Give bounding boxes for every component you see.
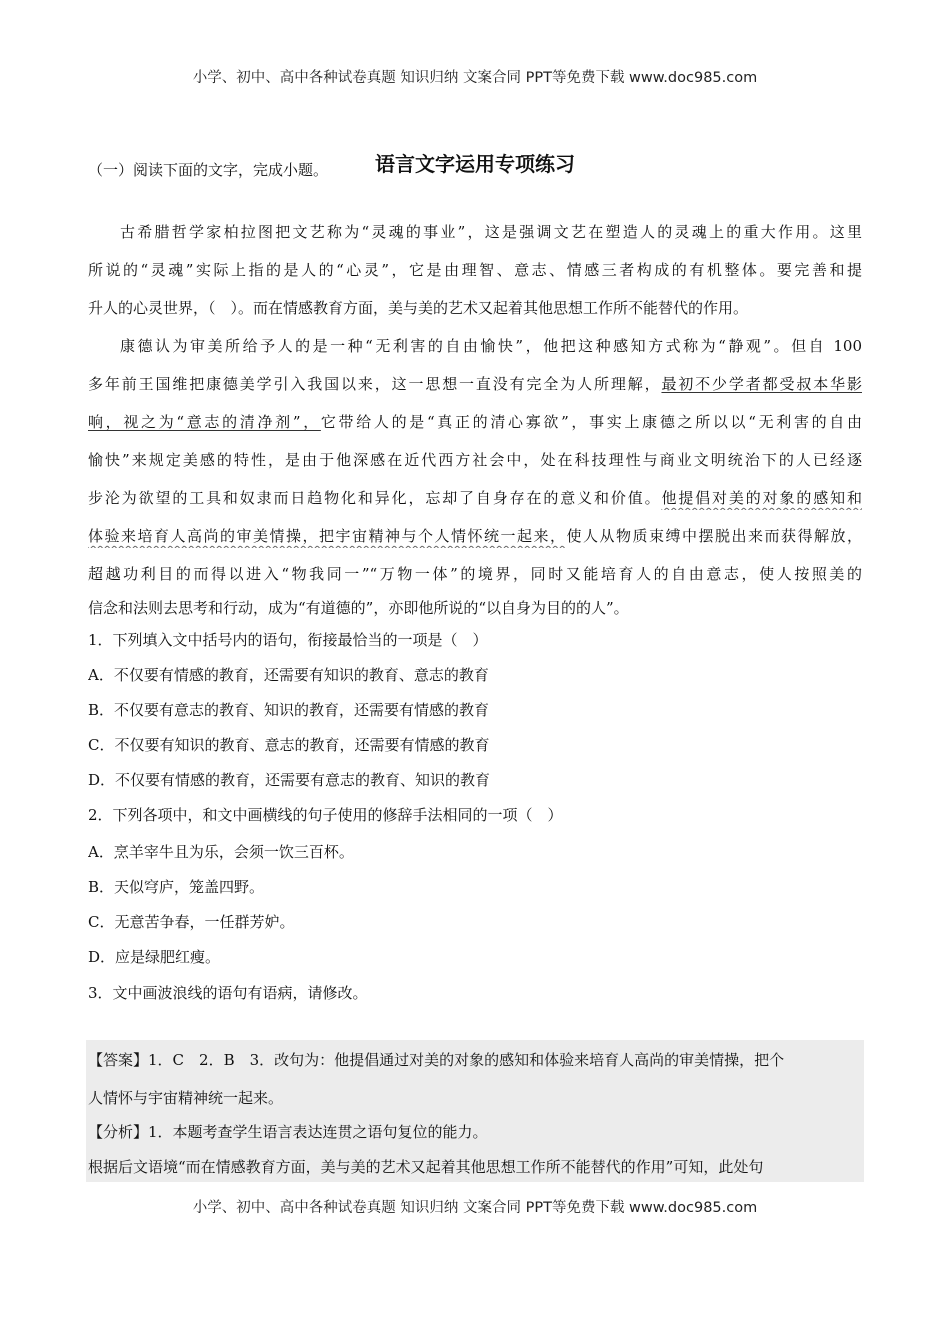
answer-line: 人情怀与宇宙精神统一起来。 bbox=[88, 1089, 284, 1107]
page-footer: 小学、初中、高中各种试卷真题 知识归纳 文案合同 PPT等免费下载 www.doc985.com bbox=[192, 1200, 758, 1216]
question-option: D．应是绿肥红瘦。 bbox=[88, 948, 221, 966]
analysis-line: 根据后文语境“而在情感教育方面，美与美的艺术又起着其他思想工作所不能替代的作用”可知，此处句 bbox=[88, 1158, 764, 1176]
passage-line: 古希腊哲学家柏拉图把文艺称为“灵魂的事业”，这是强调文艺在塑造人的灵魂上的重大作用。这里 bbox=[120, 223, 862, 241]
passage-line: 康德认为审美所给予人的是一种“无利害的自由愉快”，他把这种感知方式称为“静观”。但自 100 bbox=[120, 337, 862, 355]
passage-text: 使人从物质束缚中摆脱出来而获得解放， bbox=[566, 527, 862, 545]
page-header: 小学、初中、高中各种试卷真题 知识归纳 文案合同 PPT等免费下载 www.doc985.com bbox=[192, 70, 758, 86]
question-option: A．烹羊宰牛且为乐，会须一饮三百杯。 bbox=[88, 843, 354, 861]
underlined-sentence: 最初不少学者都受叔本华影 bbox=[661, 375, 862, 393]
question-stem: 3．文中画波浪线的语句有语病，请修改。 bbox=[88, 984, 368, 1002]
section-label: （一）阅读下面的文字，完成小题。 bbox=[88, 161, 329, 179]
question-option: D．不仅要有情感的教育，还需要有意志的教育、知识的教育 bbox=[88, 771, 491, 789]
passage-line bbox=[88, 486, 862, 510]
passage-text: 多年前王国维把康德美学引入我国以来，这一思想一直没有完全为人所理解， bbox=[88, 375, 662, 393]
answer-section bbox=[86, 1040, 864, 1182]
wavy-sentence: 体验来培育人高尚的审美情操，把宇宙精神与个人情怀统一起来， bbox=[88, 527, 567, 545]
passage-line: 愉快”来规定美感的特性，是由于他深感在近代西方社会中，处在科技理性与商业文明统治下的人已经逐 bbox=[88, 451, 862, 469]
question-stem: 2．下列各项中，和文中画横线的句子使用的修辞手法相同的一项（ ） bbox=[88, 806, 563, 824]
passage-line bbox=[88, 524, 862, 548]
analysis-line: 【分析】1．本题考查学生语言表达连贯之语句复位的能力。 bbox=[88, 1123, 488, 1141]
question-option: B．天似穹庐，笼盖四野。 bbox=[88, 878, 265, 896]
answer-line: 【答案】1．C 2．B 3．改句为：他提倡通过对美的对象的感知和体验来培育人高尚的审美情操，把个 bbox=[88, 1051, 785, 1069]
passage-text: 它带给人的是“真正的清心寡欲”，事实上康德之所以以“无利害的自由 bbox=[320, 413, 862, 431]
page-title: 语言文字运用专项练习 bbox=[375, 152, 575, 176]
passage-line: 所说的“灵魂”实际上指的是人的“心灵”，它是由理智、意志、情感三者构成的有机整体。要完善和提 bbox=[88, 261, 862, 279]
passage-line: 信念和法则去思考和行动，成为“有道德的”，亦即他所说的“以自身为目的的人”。 bbox=[88, 599, 629, 617]
passage-line bbox=[88, 372, 862, 396]
passage-text: 步沦为欲望的工具和奴隶而日趋物化和异化，忘却了自身存在的意义和价值。 bbox=[88, 489, 662, 507]
passage-line: 升人的心灵世界，（ ）。而在情感教育方面，美与美的艺术又起着其他思想工作所不能替代的作用。 bbox=[88, 299, 749, 317]
question-option: C．不仅要有知识的教育、意志的教育，还需要有情感的教育 bbox=[88, 736, 490, 754]
passage-line bbox=[88, 410, 862, 434]
question-option: C．无意苦争春，一任群芳妒。 bbox=[88, 913, 295, 931]
question-stem: 1．下列填入文中括号内的语句，衔接最恰当的一项是（ ） bbox=[88, 631, 488, 649]
passage-line: 超越功利目的而得以进入“物我同一”“万物一体”的境界，同时又能培育人的自由意志，使人按照美的 bbox=[88, 565, 862, 583]
question-option: B．不仅要有意志的教育、知识的教育，还需要有情感的教育 bbox=[88, 701, 490, 719]
question-option: A．不仅要有情感的教育，还需要有知识的教育、意志的教育 bbox=[88, 666, 489, 684]
underlined-sentence: 响，视之为“意志的清净剂”， bbox=[88, 413, 321, 431]
wavy-sentence: 他提倡对美的对象的感知和 bbox=[661, 489, 862, 507]
